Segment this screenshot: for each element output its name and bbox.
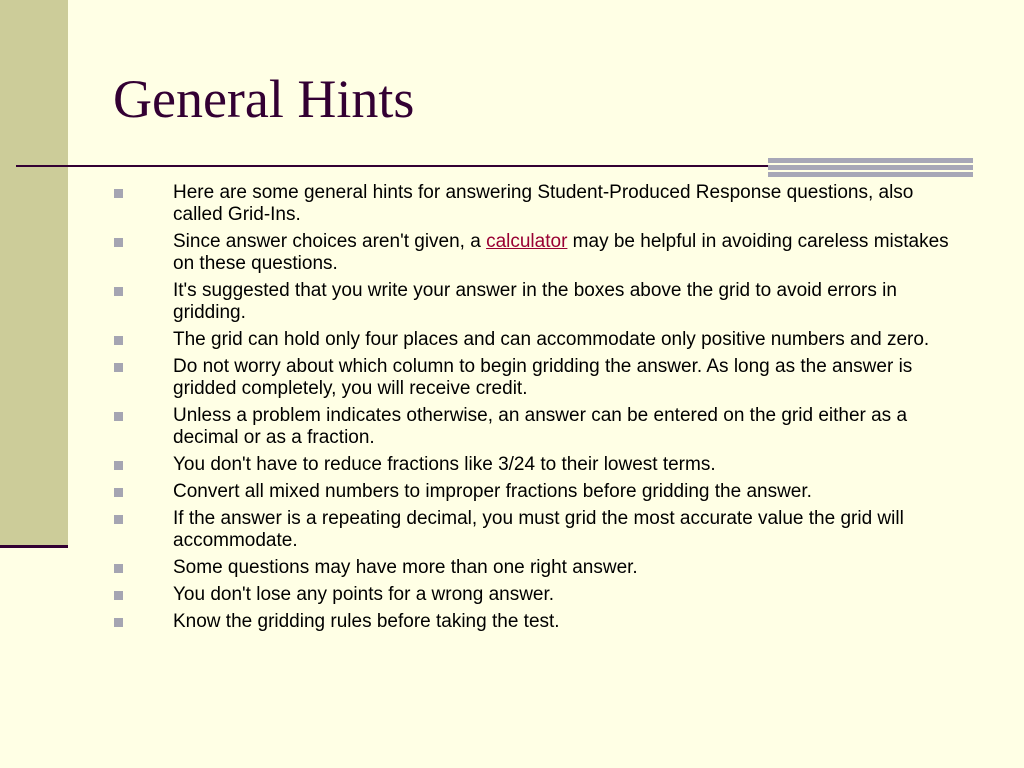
list-item xyxy=(114,231,964,275)
bullet-text: Do not worry about which column to begin gridding the answer. As long as the answer is gridded completely, you will receive credit. xyxy=(173,356,913,399)
square-bullet-icon xyxy=(114,238,123,247)
list-item xyxy=(114,557,964,579)
bullet-text: The grid can hold only four places and can accommodate only positive numbers and zero. xyxy=(173,329,930,350)
left-decorative-band xyxy=(0,0,68,545)
striped-accent-block xyxy=(768,158,973,178)
square-bullet-icon xyxy=(114,488,123,497)
list-item xyxy=(114,481,964,503)
bullet-text: You don't lose any points for a wrong answer. xyxy=(173,584,555,605)
list-item xyxy=(114,454,964,476)
square-bullet-icon xyxy=(114,287,123,296)
bullet-text: If the answer is a repeating decimal, you must grid the most accurate value the grid will accommodate. xyxy=(173,508,904,551)
square-bullet-icon xyxy=(114,336,123,345)
square-bullet-icon xyxy=(114,515,123,524)
bullet-text: Convert all mixed numbers to improper fractions before gridding the answer. xyxy=(173,481,812,502)
square-bullet-icon xyxy=(114,564,123,573)
bullet-text: Here are some general hints for answering Student-Produced Response questions, also called Grid-Ins. xyxy=(173,182,914,225)
bullet-text xyxy=(173,231,949,274)
list-item xyxy=(114,280,964,324)
bullet-text: Unless a problem indicates otherwise, an answer can be entered on the grid either as a decimal or as a fraction. xyxy=(173,405,908,448)
bullet-text-before-link: Since answer choices aren't given, a xyxy=(173,231,487,252)
list-item xyxy=(114,182,964,226)
square-bullet-icon xyxy=(114,412,123,421)
bullet-text: Know the gridding rules before taking the test. xyxy=(173,611,560,632)
list-item xyxy=(114,584,964,606)
list-item xyxy=(114,329,964,351)
bullet-list xyxy=(114,182,964,638)
square-bullet-icon xyxy=(114,618,123,627)
calculator-link[interactable]: calculator xyxy=(486,231,568,252)
square-bullet-icon xyxy=(114,591,123,600)
bullet-text: Some questions may have more than one right answer. xyxy=(173,557,638,578)
bullet-text-after-link: may be helpful in avoiding careless mistakes on these questions. xyxy=(173,231,949,274)
square-bullet-icon xyxy=(114,189,123,198)
square-bullet-icon xyxy=(114,461,123,470)
bullet-text: You don't have to reduce fractions like 3/24 to their lowest terms. xyxy=(173,454,716,475)
slide-title: General Hints xyxy=(113,69,415,129)
list-item xyxy=(114,611,964,633)
square-bullet-icon xyxy=(114,363,123,372)
list-item xyxy=(114,356,964,400)
list-item xyxy=(114,405,964,449)
bullet-text: It's suggested that you write your answer in the boxes above the grid to avoid errors in gridding. xyxy=(173,280,897,323)
left-decorative-rule xyxy=(0,545,68,548)
list-item xyxy=(114,508,964,552)
